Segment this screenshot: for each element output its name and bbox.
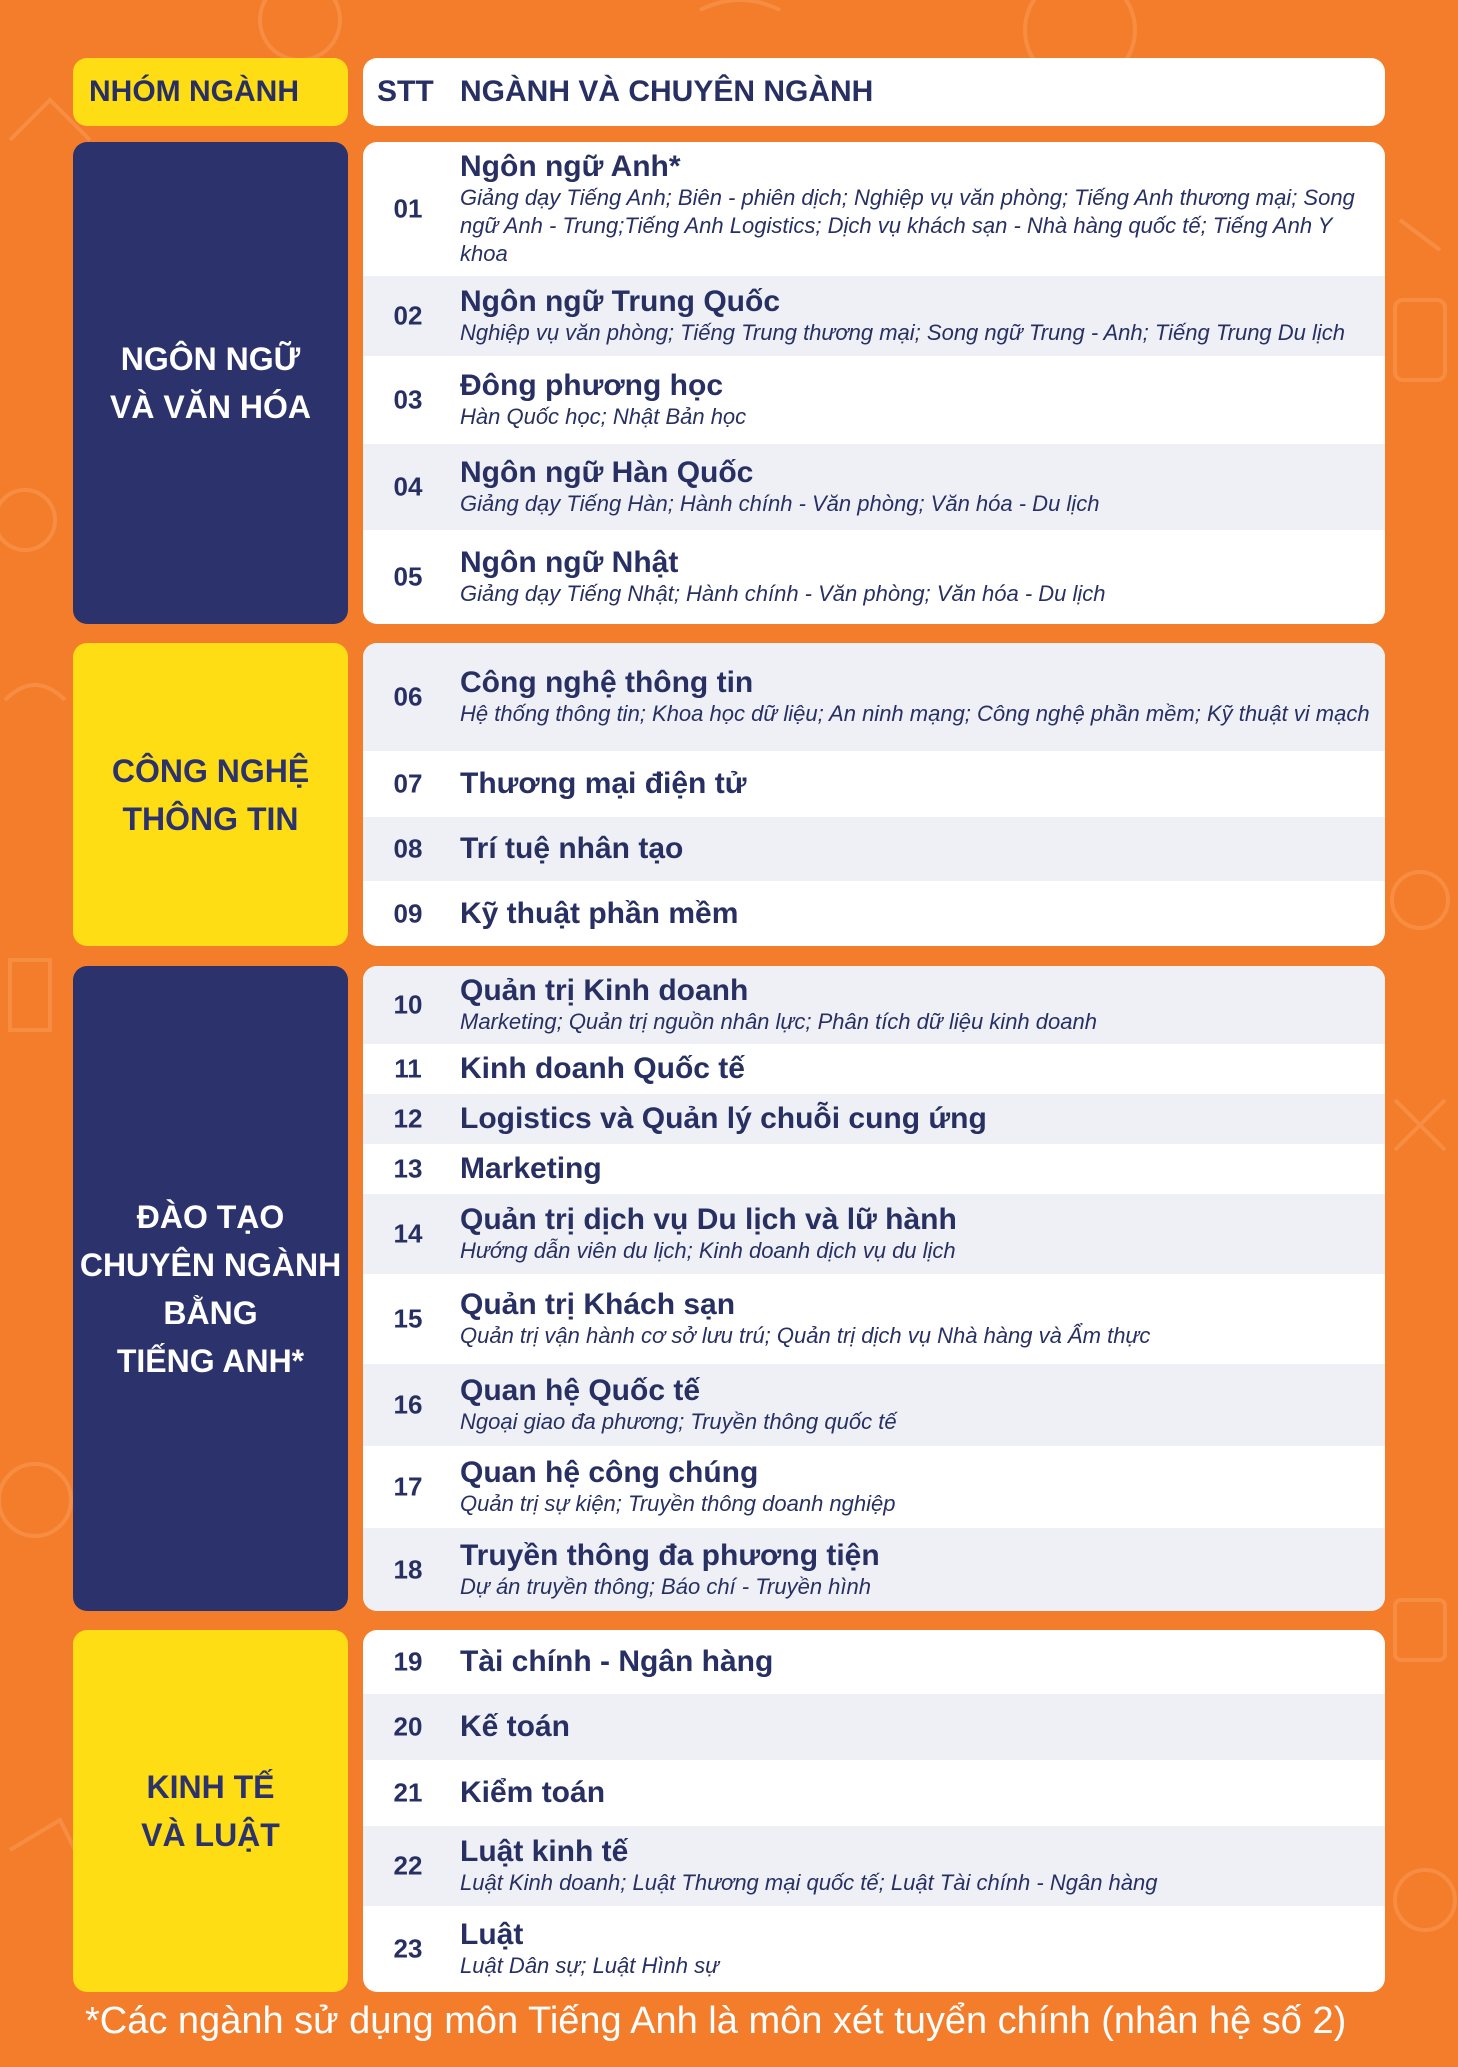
major-row (363, 1094, 1385, 1144)
major-name: Luật (460, 1918, 524, 1951)
major-number: 07 (393, 768, 423, 799)
major-row (363, 1760, 1385, 1826)
major-specializations: Marketing; Quản trị nguồn nhân lực; Phân tích dữ liệu kinh doanh (460, 1009, 1097, 1034)
major-specializations: Dự án truyền thông; Báo chí - Truyền hình (460, 1573, 871, 1599)
header-group-label: NHÓM NGÀNH (89, 75, 299, 108)
major-row (363, 817, 1385, 881)
major-name: Ngôn ngữ Hàn Quốc (460, 456, 754, 489)
major-specializations: Hàn Quốc học; Nhật Bản học (460, 404, 747, 429)
group-economics-law (73, 1630, 348, 1992)
major-name: Đông phương học (460, 369, 723, 402)
major-row (363, 530, 1385, 624)
major-specializations: Luật Kinh doanh; Luật Thương mại quốc tế; Luật Tài chính - Ngân hàng (460, 1870, 1158, 1895)
major-name: Ngôn ngữ Nhật (460, 546, 679, 579)
major-number: 12 (393, 1103, 423, 1134)
major-row (363, 643, 1385, 751)
major-name: Quan hệ Quốc tế (460, 1374, 701, 1407)
header-stt-label: STT (377, 75, 434, 108)
major-name: Kế toán (460, 1710, 571, 1743)
major-row (363, 1194, 1385, 1274)
major-specializations: Giảng dạy Tiếng Nhật; Hành chính - Văn phòng; Văn hóa - Du lịch (460, 581, 1106, 606)
major-row (363, 1630, 1385, 1694)
major-name: Kinh doanh Quốc tế (460, 1052, 745, 1085)
major-name: Tài chính - Ngân hàng (460, 1645, 774, 1678)
major-row (363, 966, 1385, 1044)
major-name: Thương mại điện tử (460, 767, 747, 800)
major-name: Ngôn ngữ Trung Quốc (460, 285, 781, 318)
header-major-label: NGÀNH VÀ CHUYÊN NGÀNH (460, 75, 874, 108)
major-specializations: Ngoại giao đa phương; Truyền thông quốc tế (460, 1409, 897, 1434)
major-specializations: Quản trị vận hành cơ sở lưu trú; Quản trị dịch vụ Nhà hàng và Ẩm thực (460, 1323, 1151, 1348)
major-row (363, 142, 1385, 276)
major-row (363, 1364, 1385, 1446)
group-label: ĐÀO TẠO CHUYÊN NGÀNH BẰNG TIẾNG ANH* (79, 1198, 342, 1379)
major-name: Trí tuệ nhân tạo (460, 832, 684, 865)
major-number: 04 (393, 471, 423, 502)
major-number: 05 (393, 561, 423, 592)
major-number: 22 (393, 1850, 423, 1881)
major-row (363, 444, 1385, 530)
header-major-column (363, 58, 1385, 126)
major-specializations: Hệ thống thông tin; Khoa học dữ liệu; An ninh mạng; Công nghệ phần mềm; Kỹ thuật vi mạch (460, 701, 1370, 726)
major-name: Quản trị dịch vụ Du lịch và lữ hành (460, 1203, 957, 1236)
major-row (363, 1906, 1385, 1992)
major-name: Marketing (460, 1152, 602, 1185)
major-row (363, 1274, 1385, 1364)
major-number: 11 (394, 1053, 422, 1084)
major-number: 03 (393, 384, 423, 415)
major-number: 08 (393, 833, 423, 864)
major-number: 16 (393, 1389, 423, 1420)
major-row (363, 356, 1385, 444)
major-row (363, 1528, 1385, 1611)
major-specializations: Giảng dạy Tiếng Anh; Biên - phiên dịch; Nghiệp vụ văn phòng; Tiếng Anh thương mại; Song ngữ Anh - Trung;Tiếng Anh Logistics; Dịch vụ khách sạn - Nhà hàng quốc tế; Tiếng Anh Y khoa (460, 185, 1355, 266)
major-number: 06 (393, 681, 423, 712)
group-information-technology-majors (363, 643, 1385, 946)
major-name: Kiểm toán (460, 1776, 606, 1809)
group-information-technology (73, 643, 348, 946)
footnote: *Các ngành sử dụng môn Tiếng Anh là môn xét tuyển chính (nhân hệ số 2) (85, 2000, 1347, 2042)
major-name: Ngôn ngữ Anh* (460, 150, 681, 183)
major-name: Quan hệ công chúng (460, 1456, 759, 1489)
major-number: 10 (393, 989, 423, 1020)
major-specializations: Nghiệp vụ văn phòng; Tiếng Trung thương mại; Song ngữ Trung - Anh; Tiếng Trung Du lịch (460, 320, 1346, 345)
group-label: NGÔN NGỮ VÀ VĂN HÓA (110, 341, 311, 425)
major-name: Kỹ thuật phần mềm (460, 896, 739, 930)
group-language-culture-majors (363, 142, 1385, 624)
major-number: 23 (393, 1933, 423, 1964)
major-number: 20 (393, 1711, 423, 1742)
major-name: Công nghệ thông tin (460, 666, 754, 699)
major-name: Quản trị Khách sạn (460, 1288, 736, 1321)
major-number: 21 (393, 1777, 423, 1808)
major-number: 15 (393, 1303, 423, 1334)
group-economics-law-majors (363, 1630, 1385, 1992)
major-number: 19 (393, 1646, 423, 1677)
major-row (363, 1694, 1385, 1760)
major-row (363, 881, 1385, 946)
major-row (363, 1826, 1385, 1906)
major-name: Logistics và Quản lý chuỗi cung ứng (460, 1102, 987, 1135)
major-specializations: Luật Dân sự; Luật Hình sự (460, 1953, 720, 1978)
major-row (363, 1044, 1385, 1094)
major-row (363, 276, 1385, 356)
major-number: 13 (393, 1153, 423, 1184)
major-specializations: Quản trị sự kiện; Truyền thông doanh nghiệp (460, 1491, 896, 1516)
major-name: Luật kinh tế (460, 1835, 629, 1868)
major-number: 17 (393, 1471, 423, 1502)
major-number: 01 (393, 193, 423, 224)
major-row (363, 1446, 1385, 1528)
major-row (363, 1144, 1385, 1194)
group-english-taught-programs (73, 966, 348, 1611)
major-number: 18 (393, 1554, 423, 1584)
major-row (363, 751, 1385, 817)
major-name: Quản trị Kinh doanh (460, 974, 749, 1007)
major-number: 09 (393, 898, 423, 928)
major-number: 02 (393, 300, 423, 331)
header-group-column (73, 58, 348, 126)
group-language-culture (73, 142, 348, 624)
major-specializations: Giảng dạy Tiếng Hàn; Hành chính - Văn phòng; Văn hóa - Du lịch (460, 491, 1100, 516)
major-specializations: Hướng dẫn viên du lịch; Kinh doanh dịch vụ du lịch (460, 1238, 956, 1263)
group-label: KINH TẾ VÀ LUẬT (141, 1769, 280, 1853)
major-name: Truyền thông đa phương tiện (460, 1538, 880, 1572)
major-number: 14 (393, 1218, 423, 1249)
group-english-taught-programs-majors (363, 966, 1385, 1611)
group-label: CÔNG NGHỆ THÔNG TIN (111, 752, 310, 837)
